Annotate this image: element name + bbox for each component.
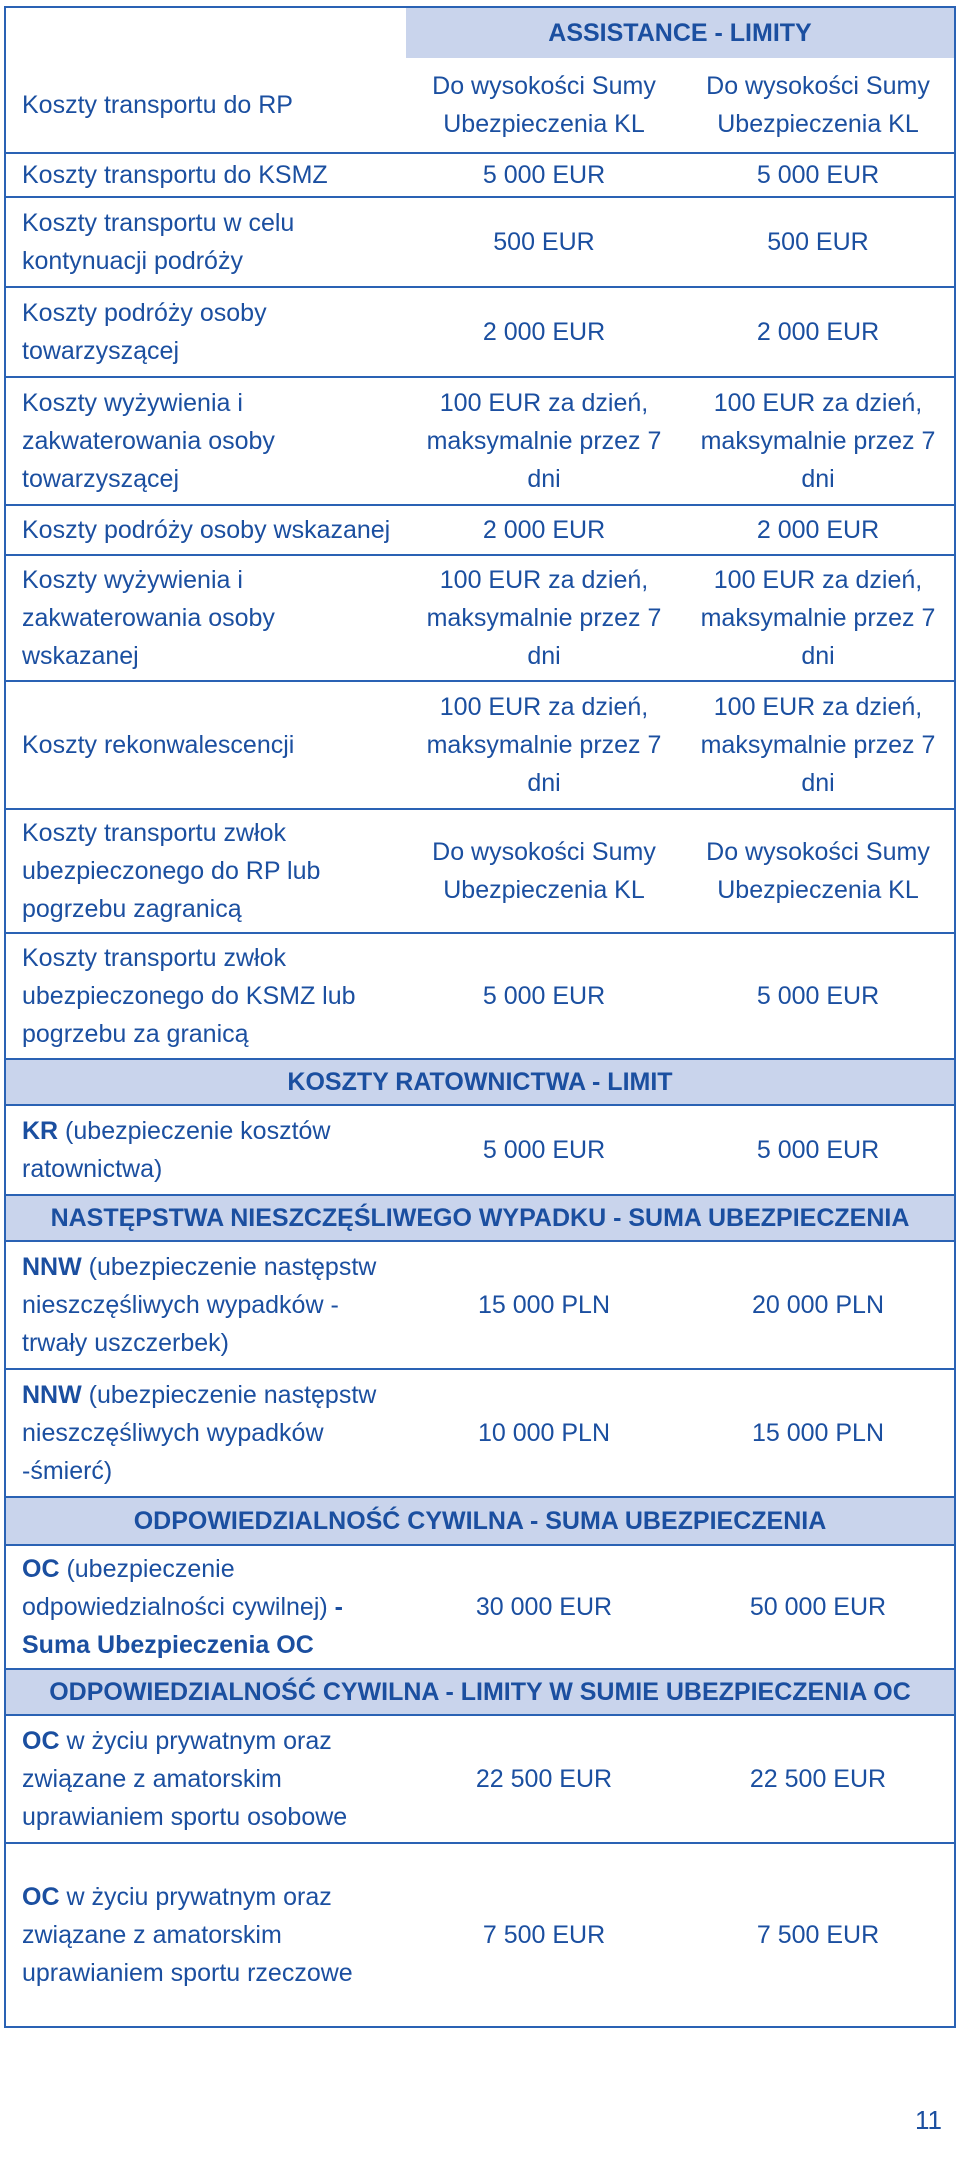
row-label-text: (ubezpieczenie następstw nieszczęśliwych wypadków - trwały uszczerbek) xyxy=(22,1253,377,1357)
table-row xyxy=(6,1368,954,1496)
row-value-1: 2 000 EUR xyxy=(482,516,606,544)
row-value-2: Do wysokości Sumy Ubezpieczenia KL xyxy=(706,72,930,138)
table-row xyxy=(6,808,954,932)
row-label xyxy=(6,1106,406,1194)
row-value-1: 100 EUR za dzień, maksymalnie przez 7 dni xyxy=(426,389,662,493)
section-header-row xyxy=(6,1194,954,1240)
row-label: Koszty wyżywienia i zakwaterowania osoby wskazanej xyxy=(22,566,275,670)
page-number: 11 xyxy=(915,2105,942,2135)
row-label-bold: OC xyxy=(22,1727,60,1755)
row-label-bold: NNW xyxy=(22,1381,82,1409)
row-label-bold: NNW xyxy=(22,1253,82,1281)
row-value-2: 100 EUR za dzień, maksymalnie przez 7 dni xyxy=(700,566,936,670)
table-row xyxy=(6,376,954,504)
section-header-row xyxy=(6,1058,954,1104)
table-row xyxy=(6,152,954,196)
row-label: Koszty transportu do RP xyxy=(22,91,293,119)
table-row xyxy=(6,1714,954,1842)
table-row xyxy=(6,58,954,152)
limits-table xyxy=(4,6,956,2028)
row-label xyxy=(6,1242,406,1368)
row-value-1: 2 000 EUR xyxy=(482,318,606,346)
row-label xyxy=(6,1716,406,1842)
row-value-2: 50 000 EUR xyxy=(749,1593,887,1621)
table-row xyxy=(6,196,954,286)
row-value-2: 15 000 PLN xyxy=(751,1419,885,1447)
row-value-1: 100 EUR za dzień, maksymalnie przez 7 dni xyxy=(426,693,662,797)
row-label-text: (ubezpieczenie kosztów ratownictwa) xyxy=(22,1117,331,1183)
row-value-2: 5 000 EUR xyxy=(756,1136,880,1164)
row-label: Koszty wyżywienia i zakwaterowania osoby towarzyszącej xyxy=(22,389,275,493)
row-label: Koszty transportu w celu kontynuacji podróży xyxy=(22,209,295,275)
row-value-1: 10 000 PLN xyxy=(477,1419,611,1447)
row-label-bold-suffix: - Suma Ubezpieczenia OC xyxy=(22,1593,343,1659)
row-value-1: 5 000 EUR xyxy=(482,161,606,189)
row-label-text: w życiu prywatnym oraz związane z amatorskim uprawianiem sportu rzeczowe xyxy=(22,1883,353,1987)
ratownictwo-header: KOSZTY RATOWNICTWA - LIMIT xyxy=(6,1060,954,1104)
table-row xyxy=(6,504,954,554)
row-value-2: Do wysokości Sumy Ubezpieczenia KL xyxy=(706,838,930,904)
table-row xyxy=(6,1104,954,1194)
row-value-1: 15 000 PLN xyxy=(477,1291,611,1319)
table-row xyxy=(6,286,954,376)
nnw-header: NASTĘPSTWA NIESZCZĘŚLIWEGO WYPADKU - SUMA UBEZPIECZENIA xyxy=(6,1196,954,1240)
row-label: Koszty rekonwalescencji xyxy=(22,731,295,759)
row-value-2: 5 000 EUR xyxy=(756,161,880,189)
row-value-1: Do wysokości Sumy Ubezpieczenia KL xyxy=(432,838,656,904)
row-label: Koszty transportu do KSMZ xyxy=(22,161,328,189)
row-value-2: 2 000 EUR xyxy=(756,516,880,544)
row-label-text: (ubezpieczenie następstw nieszczęśliwych wypadków -śmierć) xyxy=(22,1381,377,1485)
row-label xyxy=(6,1844,406,2026)
row-label-bold: OC xyxy=(22,1555,60,1583)
row-label: Koszty transportu zwłok ubezpieczonego do RP lub pogrzebu zagranicą xyxy=(22,819,321,923)
oc-limits-header: ODPOWIEDZIALNOŚĆ CYWILNA - LIMITY W SUMIE UBEZPIECZENIA OC xyxy=(6,1670,954,1714)
oc-header: ODPOWIEDZIALNOŚĆ CYWILNA - SUMA UBEZPIECZENIA xyxy=(6,1498,954,1544)
assistance-header: ASSISTANCE - LIMITY xyxy=(406,8,954,58)
header-spacer xyxy=(6,8,406,58)
row-value-2: 2 000 EUR xyxy=(756,318,880,346)
row-value-1: 22 500 EUR xyxy=(475,1765,613,1793)
assistance-header-row xyxy=(6,8,954,58)
row-value-2: 500 EUR xyxy=(767,228,869,256)
table-row xyxy=(6,1842,954,2026)
row-value-2: 100 EUR za dzień, maksymalnie przez 7 dni xyxy=(700,389,936,493)
row-label: Koszty podróży osoby wskazanej xyxy=(22,516,391,544)
row-value-1: 100 EUR za dzień, maksymalnie przez 7 dni xyxy=(426,566,662,670)
row-label: Koszty podróży osoby towarzyszącej xyxy=(22,299,267,365)
table-row xyxy=(6,932,954,1058)
row-value-2: 22 500 EUR xyxy=(749,1765,887,1793)
row-label-text: (ubezpieczenie odpowiedzialności cywilnej) xyxy=(22,1555,335,1621)
table-row xyxy=(6,554,954,680)
table-row xyxy=(6,1240,954,1368)
table-row xyxy=(6,1544,954,1668)
row-label: Koszty transportu zwłok ubezpieczonego do KSMZ lub pogrzebu za granicą xyxy=(22,944,356,1048)
row-label xyxy=(6,1546,406,1668)
row-value-1: Do wysokości Sumy Ubezpieczenia KL xyxy=(432,72,656,138)
row-value-1: 30 000 EUR xyxy=(475,1593,613,1621)
row-label xyxy=(6,1370,406,1496)
row-value-1: 7 500 EUR xyxy=(482,1921,606,1949)
table-row xyxy=(6,680,954,808)
row-value-2: 7 500 EUR xyxy=(756,1921,880,1949)
row-value-2: 100 EUR za dzień, maksymalnie przez 7 dni xyxy=(700,693,936,797)
section-header-row xyxy=(6,1496,954,1544)
row-value-1: 500 EUR xyxy=(493,228,595,256)
section-header-row xyxy=(6,1668,954,1714)
row-value-2: 5 000 EUR xyxy=(756,982,880,1010)
row-label-bold: KR xyxy=(22,1117,59,1145)
row-value-1: 5 000 EUR xyxy=(482,1136,606,1164)
row-value-1: 5 000 EUR xyxy=(482,982,606,1010)
row-value-2: 20 000 PLN xyxy=(751,1291,885,1319)
row-label-text: w życiu prywatnym oraz związane z amatorskim uprawianiem sportu osobowe xyxy=(22,1727,348,1831)
row-label-bold: OC xyxy=(22,1883,60,1911)
